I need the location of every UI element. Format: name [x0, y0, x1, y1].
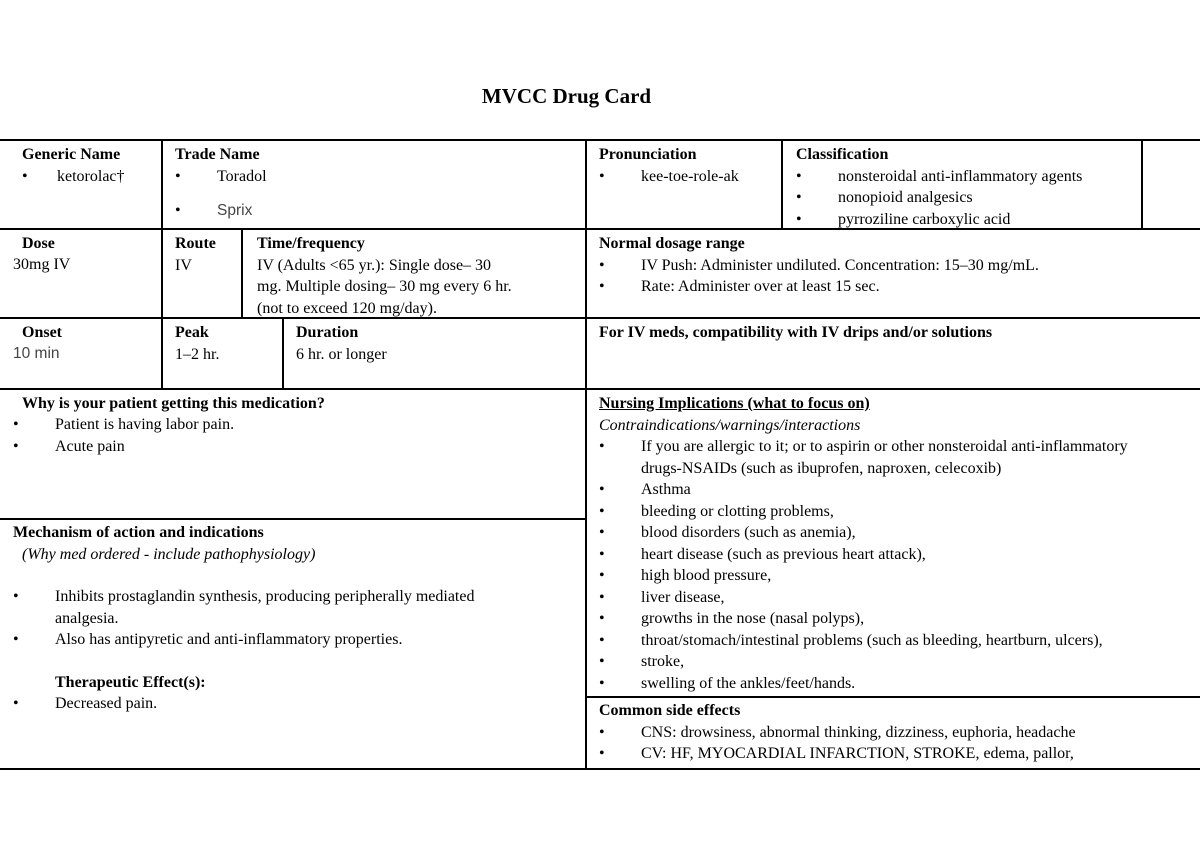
- nursing-item: • high blood pressure,: [599, 565, 1128, 587]
- why-cell: [22, 393, 325, 415]
- nursing-cell: [599, 393, 1128, 694]
- trade-name-label: Trade Name: [175, 146, 260, 163]
- class-right-divider: [1141, 139, 1143, 229]
- generic-name-label: Generic Name: [22, 146, 121, 163]
- nursing-item: • blood disorders (such as anemia),: [599, 522, 1128, 544]
- generic-name-value: • ketorolac†: [22, 166, 125, 188]
- normal-dosage-item: • Rate: Administer over at least 15 sec.: [599, 276, 1039, 298]
- normal-dosage-cell: [599, 233, 1039, 298]
- mechanism-cell: [13, 522, 474, 715]
- mechanism-item: • Also has antipyretic and anti-inflammatory properties.: [13, 629, 474, 651]
- peak-cell: [175, 322, 219, 365]
- why-label: Why is your patient getting this medication?: [22, 395, 325, 412]
- pronunciation-cell: [599, 144, 739, 187]
- side-effects-label: Common side effects: [599, 702, 741, 719]
- route-cell: [175, 233, 216, 276]
- side-effect-item: • CV: HF, MYOCARDIAL INFARCTION, STROKE, edema, pallor,: [599, 743, 1076, 765]
- pron-class-divider: [781, 139, 783, 229]
- onset-label: Onset: [22, 324, 62, 341]
- onset-cell: [22, 322, 62, 344]
- nursing-item: • swelling of the ankles/feet/hands.: [599, 673, 1128, 695]
- trade-name-text: Sprix: [217, 202, 253, 219]
- trade-name-value: • Toradol: [175, 166, 267, 188]
- mechanism-sublabel: (Why med ordered - include pathophysiology): [22, 545, 316, 563]
- trade-name-value: [175, 200, 267, 222]
- classification-item: • nonopioid analgesics: [796, 187, 1082, 209]
- nursing-item: • growths in the nose (nasal polyps),: [599, 608, 1128, 630]
- therapeutic-effect-item: • Decreased pain.: [13, 693, 474, 715]
- dose-value: 30mg IV: [13, 256, 71, 273]
- nursing-label: Nursing Implications (what to focus on): [599, 395, 870, 412]
- center-divider: [585, 139, 587, 770]
- mechanism-label: Mechanism of action and indications: [13, 524, 264, 541]
- route-label: Route: [175, 235, 216, 252]
- time-frequency-line: mg. Multiple dosing– 30 mg every 6 hr.: [257, 278, 512, 295]
- why-divider: [0, 518, 587, 520]
- nursing-sublabel: Contraindications/warnings/interactions: [599, 416, 861, 434]
- nursing-item: • heart disease (such as previous heart attack),: [599, 544, 1128, 566]
- nursing-item: • liver disease,: [599, 587, 1128, 609]
- therapeutic-effects-label: Therapeutic Effect(s):: [55, 673, 206, 691]
- nursing-item: • bleeding or clotting problems,: [599, 501, 1128, 523]
- time-frequency-line: (not to exceed 120 mg/day).: [257, 299, 437, 317]
- onset-value: 10 min: [13, 345, 60, 362]
- nursing-item: • Asthma: [599, 479, 1128, 501]
- time-frequency-cell: [257, 233, 512, 319]
- side-effects-cell: [599, 700, 1076, 765]
- peak-value: 1–2 hr.: [175, 345, 220, 363]
- normal-dosage-label: Normal dosage range: [599, 235, 745, 252]
- peak-duration-divider: [282, 317, 284, 389]
- nursing-item-continued: [599, 458, 1128, 480]
- mechanism-item: • Inhibits prostaglandin synthesis, producing peripherally mediated: [13, 586, 474, 608]
- route-time-divider: [241, 228, 243, 318]
- classification-label: Classification: [796, 146, 889, 163]
- duration-label: Duration: [296, 324, 359, 341]
- why-item: • Patient is having labor pain.: [13, 414, 234, 436]
- why-item: • Acute pain: [13, 436, 234, 458]
- row3-divider: [0, 388, 1200, 390]
- table-border-bottom: [0, 768, 1200, 770]
- pronunciation-value: • kee-toe-role-ak: [599, 166, 739, 188]
- pronunciation-label: Pronunciation: [599, 146, 697, 163]
- time-frequency-line: IV (Adults <65 yr.): Single dose– 30: [257, 256, 492, 274]
- page-title: MVCC Drug Card: [481, 84, 652, 108]
- classification-item: • nonsteroidal anti-inflammatory agents: [796, 166, 1082, 188]
- route-value: IV: [175, 256, 192, 274]
- classification-item: • pyrroziline carboxylic acid: [796, 209, 1082, 231]
- nursing-divider: [587, 696, 1200, 698]
- nursing-item: • If you are allergic to it; or to aspirin or other nonsteroidal anti-inflammatory: [599, 436, 1128, 458]
- mechanism-item-continued: [13, 608, 474, 630]
- generic-trade-divider: [161, 139, 163, 389]
- compatibility-cell: [599, 322, 992, 344]
- nursing-item: • throat/stomach/intestinal problems (such as bleeding, heartburn, ulcers),: [599, 630, 1128, 652]
- why-list: [13, 414, 234, 457]
- generic-name-cell: [22, 144, 125, 187]
- duration-cell: [296, 322, 387, 365]
- table-border-top: [0, 139, 1200, 141]
- dose-label: Dose: [22, 235, 55, 252]
- row2-divider: [0, 317, 1200, 319]
- classification-cell: [796, 144, 1082, 230]
- nursing-item-text: drugs-NSAIDs (such as ibuprofen, naproxen, celecoxib): [641, 459, 1002, 477]
- time-frequency-label: Time/frequency: [257, 235, 365, 252]
- normal-dosage-item: • IV Push: Administer undiluted. Concentration: 15–30 mg/mL.: [599, 255, 1039, 277]
- peak-label: Peak: [175, 324, 209, 341]
- trade-name-cell: [175, 144, 267, 222]
- duration-value: 6 hr. or longer: [296, 345, 387, 363]
- dose-cell: [22, 233, 55, 255]
- nursing-item: • stroke,: [599, 651, 1128, 673]
- side-effect-item: • CNS: drowsiness, abnormal thinking, dizziness, euphoria, headache: [599, 722, 1076, 744]
- mechanism-item-text: analgesia.: [55, 609, 119, 627]
- compatibility-label: For IV meds, compatibility with IV drips and/or solutions: [599, 324, 993, 341]
